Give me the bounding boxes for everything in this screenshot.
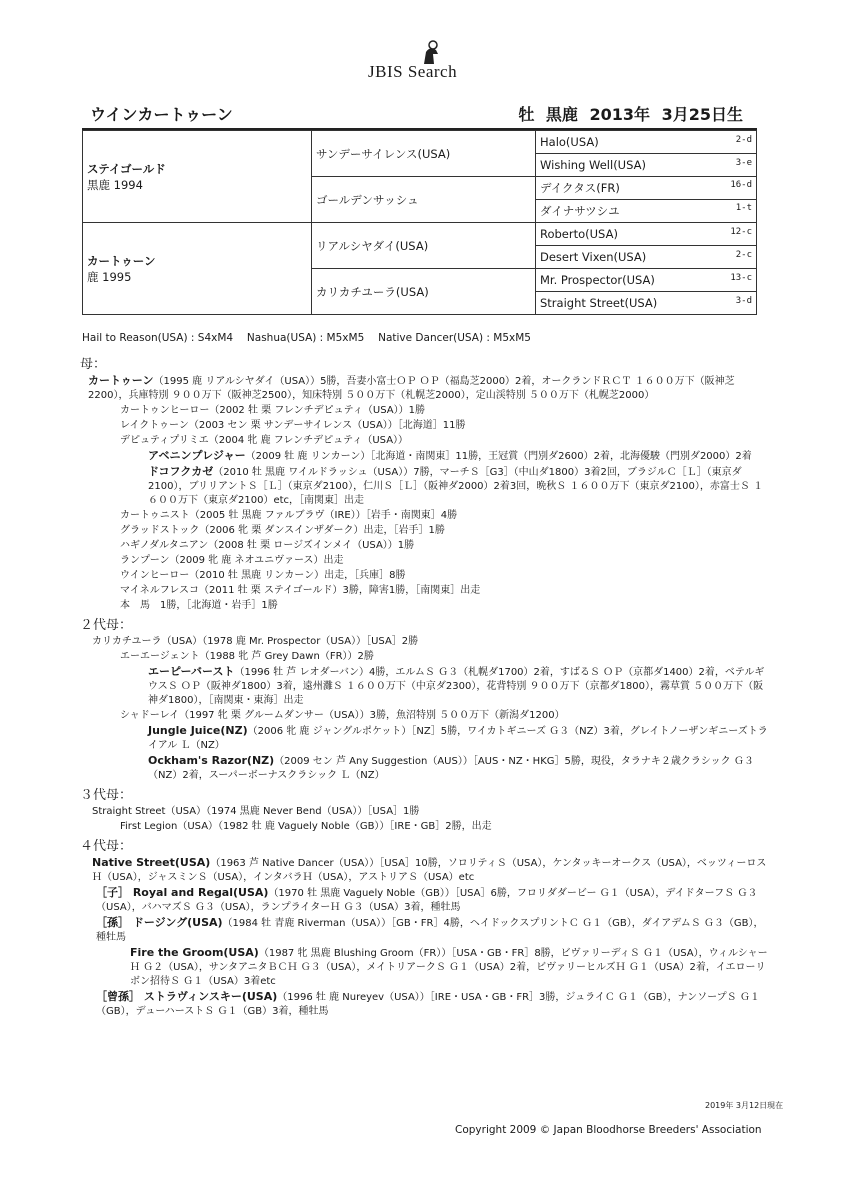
entry-horse-name: Ockham's Razor(NZ): [148, 754, 275, 767]
entry-horse-name: Jungle Juice(NZ): [148, 724, 248, 737]
family-entry: [80, 805, 770, 819]
family-entry: [80, 434, 770, 448]
family-entry: [80, 465, 770, 508]
g3-entries: [80, 805, 770, 834]
family-entry: [80, 946, 770, 989]
g3-cell: デイクタス(FR) 16-d: [536, 177, 757, 200]
entry-detail: （1996 牡 芦 レオダーバン）4勝，エルムＳ Ｇ３（札幌ダ1700）2着，すばるＳ ＯＰ（京都ダ1400）2着，ベテルギウスＳ ＯＰ（阪神ダ1800）3着，遠州灘Ｓ １６００万下（中京ダ2300），花背特別 ９００万下（京都ダ1800），霧草賞 ５００万下（阪神ダ1800），［南関東・東海］出走: [148, 667, 765, 706]
g3-cell: ダイナサツシユ 1-t: [536, 200, 757, 223]
entry-horse-name: ドコフクカゼ: [148, 465, 214, 478]
family-content: [80, 352, 770, 1020]
family-entry: [80, 709, 770, 723]
family-entry: [80, 569, 770, 583]
family-entry: [80, 635, 770, 649]
family-entry: [80, 374, 770, 403]
as-of-date: 2019年 3月12日現在: [705, 1101, 784, 1110]
family-entry: [80, 820, 770, 834]
dam-entries: [80, 374, 770, 613]
entry-horse-name: ［子］ Royal and Regal(USA): [96, 886, 269, 899]
family-entry: [80, 599, 770, 613]
family-entry: [80, 650, 770, 664]
g3-cell: Roberto(USA) 12-c: [536, 223, 757, 246]
pedigree-table: [82, 130, 757, 315]
g3-cell: Straight Street(USA) 3-d: [536, 292, 757, 315]
sire-detail: 黒鹿 1994: [87, 177, 143, 192]
entry-detail: ウインヒーロー（2010 牡 黒鹿 リンカーン）出走，［兵庫］8勝: [120, 570, 406, 581]
family-entry: [80, 509, 770, 523]
family-entry: [80, 916, 770, 945]
entry-detail: （2006 牝 鹿 ジャングルポケット）［NZ］5勝，ワイカトギニーズ Ｇ３（NZ）3着，グレイトノーザンギニーズトライアル Ｌ（NZ）: [148, 726, 768, 751]
dam-detail: 鹿 1995: [87, 269, 132, 284]
entry-detail: （2010 牡 黒鹿 ワイルドラッシュ（USA））7勝，マーチＳ［G3］（中山ダ1800）3着2回，ブラジルＣ［Ｌ］（東京ダ2100），ブリリアントＳ［Ｌ］（東京ダ2100），仁川Ｓ［Ｌ］（阪神ダ2000）2着3回，晩秋Ｓ １６００万下（東京ダ2100），赤富士Ｓ １６００万下（東京ダ2100）etc，［南関東］出走: [148, 467, 764, 506]
family-entry: [80, 990, 770, 1019]
entry-detail: グラッドストック（2006 牝 栗 ダンスインザダーク）出走，［岩手］1勝: [120, 525, 445, 536]
entry-detail: シャドーレイ（1997 牝 栗 グルームダンサー（USA））3勝，魚沼特別 ５００万下（新潟ダ1200）: [120, 710, 565, 721]
entry-detail: デピュティプリミエ（2004 牝 鹿 フレンチデピュティ（USA））: [120, 435, 409, 446]
entry-detail: （1970 牡 黒鹿 Vaguely Noble（GB））［USA］6勝，フロリダダービー Ｇ１（USA），デイドターフＳ Ｇ３（USA），バハマズＳ Ｇ３（USA），ランプライターＨ Ｇ３（USA）3着，種牡馬: [96, 888, 758, 913]
horse-header: [82, 100, 757, 130]
inbreeding-line: Hail to Reason(USA) : S4xM4 Nashua(USA) : M5xM5 Native Dancer(USA) : M5xM5: [82, 332, 531, 344]
entry-detail: （1995 鹿 リアルシヤダイ（USA））5勝，吾妻小富士ＯＰ ＯＰ（福島芝2000）2着，オークランドＲＣＴ １６００万下（阪神芝2200），兵庫特別 ９００万下（阪神芝2500），知床特別 ５００万下（札幌芝2000），定山渓特別 ５００万下（札幌芝2000）: [88, 376, 735, 401]
family-entry: [80, 665, 770, 708]
entry-detail: カートゥンヒーロー（2002 牡 栗 フレンチデピュティ（USA））1勝: [120, 405, 425, 416]
entry-detail: （2009 セン 芦 Any Suggestion（AUS））［AUS・NZ・HKG］5勝，現役，タラナキ２歳クラシック Ｇ３（NZ）2着，スーパーボーナスクラシック Ｌ（NZ）: [148, 756, 754, 781]
g4-entries: [80, 856, 770, 1019]
g3-section-label: ３代母：: [80, 788, 133, 803]
knight-icon: [420, 40, 442, 64]
dam-cell: [83, 223, 312, 315]
entry-detail: カートゥニスト（2005 牡 黒鹿 ファルブラヴ（IRE））［岩手・南関東］4勝: [120, 510, 458, 521]
entry-horse-name: Native Street(USA): [92, 856, 211, 869]
dam-name: カートゥーン: [87, 253, 156, 268]
g4-section-label: ４代母：: [80, 839, 133, 854]
entry-detail: エーエージェント（1988 牝 芦 Grey Dawn（FR））2勝: [120, 651, 374, 662]
entry-horse-name: アベニンプレジャー: [148, 449, 246, 462]
horse-info: 牡 黒鹿 2013年 3月25日生: [518, 105, 743, 124]
entry-detail: （2009 牡 鹿 リンカーン）［北海道・南関東］11勝，王冠賞（門別ダ2600）2着，北海優駿（門別ダ2000）2着: [245, 451, 752, 462]
dam-section-label: 母：: [80, 357, 107, 372]
family-entry: [80, 724, 770, 753]
g2-cell: カリカチユーラ(USA): [312, 269, 536, 315]
entry-detail: First Legion（USA）（1982 牡 鹿 Vaguely Noble（GB））［IRE・GB］2勝，出走: [120, 821, 492, 832]
family-entry: [80, 886, 770, 915]
entry-detail: （1987 牝 黒鹿 Blushing Groom（FR））［USA・GB・FR］8勝，ビヴァリーディＳ Ｇ１（USA），ウィルシャーＨ Ｇ２（USA），サンタアニタＢＣＨ Ｇ３（USA），メイトリアークＳ Ｇ１（USA）2着，ビヴァリーヒルズＨ Ｇ１（USA）2着，イエローリボン招待Ｓ Ｇ１（USA）3着etc: [130, 948, 768, 987]
g2-cell: リアルシヤダイ(USA): [312, 223, 536, 269]
entry-detail: （1996 牡 鹿 Nureyev（USA））［IRE・USA・GB・FR］3勝，ジュライＣ Ｇ１（GB），ナンソープＳ Ｇ１（GB），デューハーストＳ Ｇ１（GB）3着，種牡馬: [96, 992, 760, 1017]
g3-cell: Halo(USA) 2-d: [536, 131, 757, 154]
entry-detail: （1963 芦 Native Dancer（USA））［USA］10勝，ソロリティＳ（USA），ケンタッキーオークス（USA），ベッツィーロスＨ（USA），ジャスミンＳ（USA），インタバラＨ（USA），アストリアＳ（USA）etc: [92, 858, 767, 883]
entry-detail: レイクトゥーン（2003 セン 栗 サンデーサイレンス（USA））［北海道］11勝: [120, 420, 466, 431]
sire-cell: [83, 131, 312, 223]
g2-cell: サンデーサイレンス(USA): [312, 131, 536, 177]
family-entry: [80, 539, 770, 553]
entry-detail: マイネルフレスコ（2011 牡 栗 ステイゴールド）3勝，障害1勝，［南関東］出走: [120, 585, 481, 596]
g2-section-label: ２代母：: [80, 618, 133, 633]
entry-detail: ハギノダルタニアン（2008 牡 栗 ロージズインメイ（USA））1勝: [120, 540, 415, 551]
horse-name: ウインカートゥーン: [90, 105, 233, 124]
entry-horse-name: カートゥーン: [88, 374, 154, 387]
jbis-logo: [360, 40, 500, 85]
family-entry: [80, 754, 770, 783]
family-entry: [80, 419, 770, 433]
family-entry: [80, 554, 770, 568]
g3-cell: Wishing Well(USA) 3-e: [536, 154, 757, 177]
family-entry: [80, 449, 770, 464]
logo-text: JBIS Search: [368, 62, 458, 81]
entry-horse-name: ［曾孫］ ストラヴィンスキー(USA): [96, 990, 278, 1003]
family-entry: [80, 584, 770, 598]
g2-cell: ゴールデンサッシュ: [312, 177, 536, 223]
entry-horse-name: ［孫］ ドージング(USA): [96, 916, 223, 929]
g3-cell: Desert Vixen(USA) 2-c: [536, 246, 757, 269]
entry-detail: Straight Street（USA）（1974 黒鹿 Never Bend（USA））［USA］1勝: [92, 806, 420, 817]
entry-detail: （1984 牡 青鹿 Riverman（USA））［GB・FR］4勝，ヘイドックスプリントＣ Ｇ１（GB），ダイアデムＳ Ｇ３（GB），種牡馬: [96, 918, 764, 943]
entry-detail: 本 馬 1勝，［北海道・岩手］1勝: [120, 600, 278, 611]
g3-cell: Mr. Prospector(USA) 13-c: [536, 269, 757, 292]
family-entry: [80, 856, 770, 885]
entry-detail: カリカチユーラ（USA）（1978 鹿 Mr. Prospector（USA））［USA］2勝: [92, 636, 419, 647]
copyright: Copyright 2009 © Japan Bloodhorse Breeders' Association: [455, 1124, 762, 1136]
g2-entries: [80, 635, 770, 783]
sire-name: ステイゴールド: [87, 161, 166, 176]
entry-detail: ランプーン（2009 牝 鹿 ネオユニヴァース）出走: [120, 555, 344, 566]
family-entry: [80, 524, 770, 538]
family-entry: [80, 404, 770, 418]
entry-horse-name: エーピーバースト: [148, 665, 235, 678]
entry-horse-name: Fire the Groom(USA): [130, 946, 259, 959]
